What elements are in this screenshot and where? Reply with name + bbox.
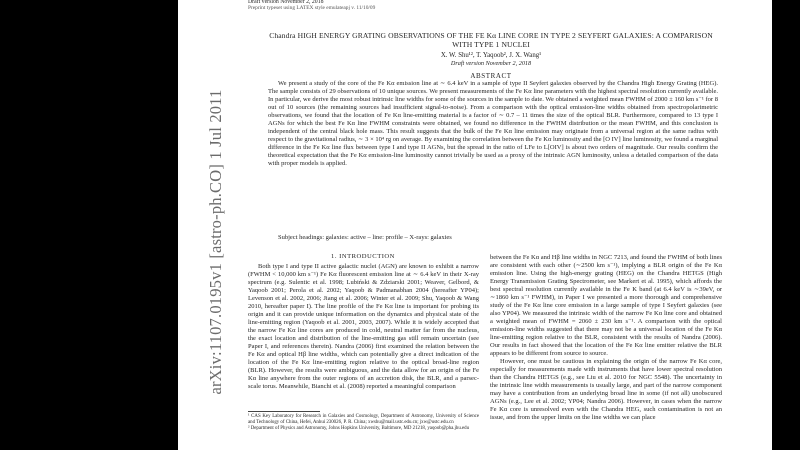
right-column-paragraph-2: However, one must be cautious in explaining the origin of the narrow Fe Kα core, especially for measurements made with instruments that have lower spectral resolution than the Chandra HETGS (e.g., see Liu et al. 2010 for NGC 5548). The uncertainty in the intrinsic line width measurements is usually large, and part of the narrow component may have a contribution from an underlying broad line in some (if not all) unobscured AGNs (e.g., Lee et al. 2002; YP04; Nandra 2006). However, in cases when the narrow Fe Kα core is unresolved even with the Chandra HEG, such contamination is not an issue, and from the upper limits on the line widths we can place xyxy=(490,358,722,421)
right-column-paragraph-1: between the Fe Kα and Hβ line widths in NGC 7213, and found the FWHM of both lines are consistent with each other (∼2500 km s⁻¹), implying a BLR origin of the Fe Kα emission line. Using the high-energy grating (HEG) on the Chandra HETGS (High Energy Transmission Grating Spectrometer, see Markert et al. 1995), which affords the best spectral resolution currently available in the Fe K band (at 6.4 keV is ∼39eV, or ∼1860 km s⁻¹ FWHM), in Paper I we presented a more thorough and comprehensive study of the Fe Kα line core emission in a large sample of type I Seyfert galaxies (see also YP04). We measured the intrinsic width of the narrow Fe Kα line core and obtained a weighted mean of FWHM = 2060 ± 230 km s⁻¹. A comparison with the optical emission-line widths suggested that there may not be a universal location of the Fe Kα line-emitting region relative to the BLR, consistent with the results of Nandra (2006). Our results in fact showed that the location of the Fe Kα line emitter relative the BLR appears to be different from source to source. xyxy=(490,254,722,357)
footnote-divider xyxy=(248,411,320,412)
footnote-1: ¹ CAS Key Laboratory for Research in Galaxies and Cosmology, Department of Astronomy, University of Science and Technology of China, Hefei, Anhui 230026, P. R. China; xwshu@mail.ustc.edu.cn; jxw@ustc.edu.cn xyxy=(248,414,479,425)
draft-date: Draft version November 2, 2018 xyxy=(450,60,532,67)
left-black-panel xyxy=(0,0,178,450)
arxiv-identifier: arXiv:1107.0195v1 [astro-ph.CO] 1 Jul 2011 xyxy=(206,89,225,395)
draft-version-line: Draft version November 2, 2018 xyxy=(248,0,324,5)
subject-headings: Subject headings: galaxies: active – line: profile – X-rays: galaxies xyxy=(278,234,452,241)
footnote-2: ² Department of Physics and Astronomy, Johns Hopkins University, Baltimore, MD 21218, yaqoob@pha.jhu.edu xyxy=(248,426,470,431)
right-black-panel xyxy=(772,0,800,450)
footnotes xyxy=(248,414,479,432)
authors: X. W. Shu¹², T. Yaqoob², J. X. Wang¹ xyxy=(440,52,542,59)
paper-title: Chandra HIGH ENERGY GRATING OBSERVATIONS OF THE FE Kα LINE CORE IN TYPE 2 SEYFERT GALAXIES: A COMPARISON WITH TYPE 1 NUCLEI xyxy=(269,31,713,50)
intro-left-column: Both type I and type II active galactic nuclei (AGN) are known to exhibit a narrow (FWHM < 10,000 km s⁻¹) Fe Kα fluorescent emission line at ∼ 6.4 keV in their X-ray spectrum (e.g. Sulentic et al. 1998; Lubiński & Zdziarski 2001; Weaver, Gelbord, & Yaqoob 2001; Perola et al. 2002; Yaqoob & Padmanabhan 2004 (hereafter YP04); Levenson et al. 2002, 2006; Jiang et al. 2006; Winter et al. 2009; Shu, Yaqoob & Wang 2010, hereafter paper I). The line profile of the Fe Kα line is important for probing its origin and it can provide unique information on the dynamics and physical state of the line-emitting region (Yaqoob et al. 2001, 2003, 2007). While it is widely accepted that the narrow Fe Kα line cores are produced in cold, neutral matter far from the nucleus, the exact location and distribution of the line-emitting gas still remain uncertain (see Paper I, and references therein). Nandra (2006) first examined the relation between the Fe Kα and optical Hβ line widths, which can potentially give a direct indication of the location of the Fe Kα line-emitting region relative to the optical broad-line region (BLR). However, the results were ambiguous, and the data allow for an origin of the Fe Kα line anywhere from the outer regions of an accretion disk, the BLR, and a parsec-scale torus. Meanwhile, Bianchi et al. (2008) reported a meaningful comparison xyxy=(248,263,479,390)
abstract-heading: ABSTRACT xyxy=(470,72,512,80)
abstract-text: We present a study of the core of the Fe Kα emission line at ∼ 6.4 keV in a sample of type II Seyfert galaxies observed by the Chandra High Energy Grating (HEG). The sample consists of 29 observations of 10 unique sources. We present measurements of the Fe Kα line parameters with the highest spectral resolution currently available. In particular, we derive the most robust intrinsic line widths for some of the sources in the sample to date. We obtained a weighted mean FWHM of 2000 ± 160 km s⁻¹ for 8 out of 10 sources (the remaining sources had insufficient signal-to-noise). From a comparison with the optical emission-line widths obtained from spectropolarimetric observations, we found that the location of Fe Kα line-emitting material is a factor of ∼ 0.7 – 11 times the size of the optical BLR. Furthermore, compared to 13 type I AGNs for which the best Fe Kα line FWHM constraints were obtained, we found no difference in the FWHM distribution or the mean FWHM, and this conclusion is independent of the central black hole mass. This result suggests that the bulk of the Fe Kα line emission may originate from a universal region at the same radius with respect to the gravitational radius, ∼ 3 × 10⁴ rg on average. By examining the correlation between the Fe Kα luminosity and the [O IV] line luminosity, we found a marginal difference in the Fe Kα line flux between type I and type II AGNs, but the spread in the ratio of LFe to L[OIV] is about two orders of magnitude. Our results confirm the theoretical expectation that the Fe Kα emission-line luminosity cannot trivially be used as a proxy of the intrinsic AGN luminosity, unless a detailed comparison of the data with proper models is applied. xyxy=(268,80,718,168)
preprint-line: Preprint typeset using LATEX style emulateapj v. 11/10/09 xyxy=(248,5,376,11)
intro-right-column xyxy=(490,254,722,422)
section-heading-introduction: 1. INTRODUCTION xyxy=(331,253,395,260)
